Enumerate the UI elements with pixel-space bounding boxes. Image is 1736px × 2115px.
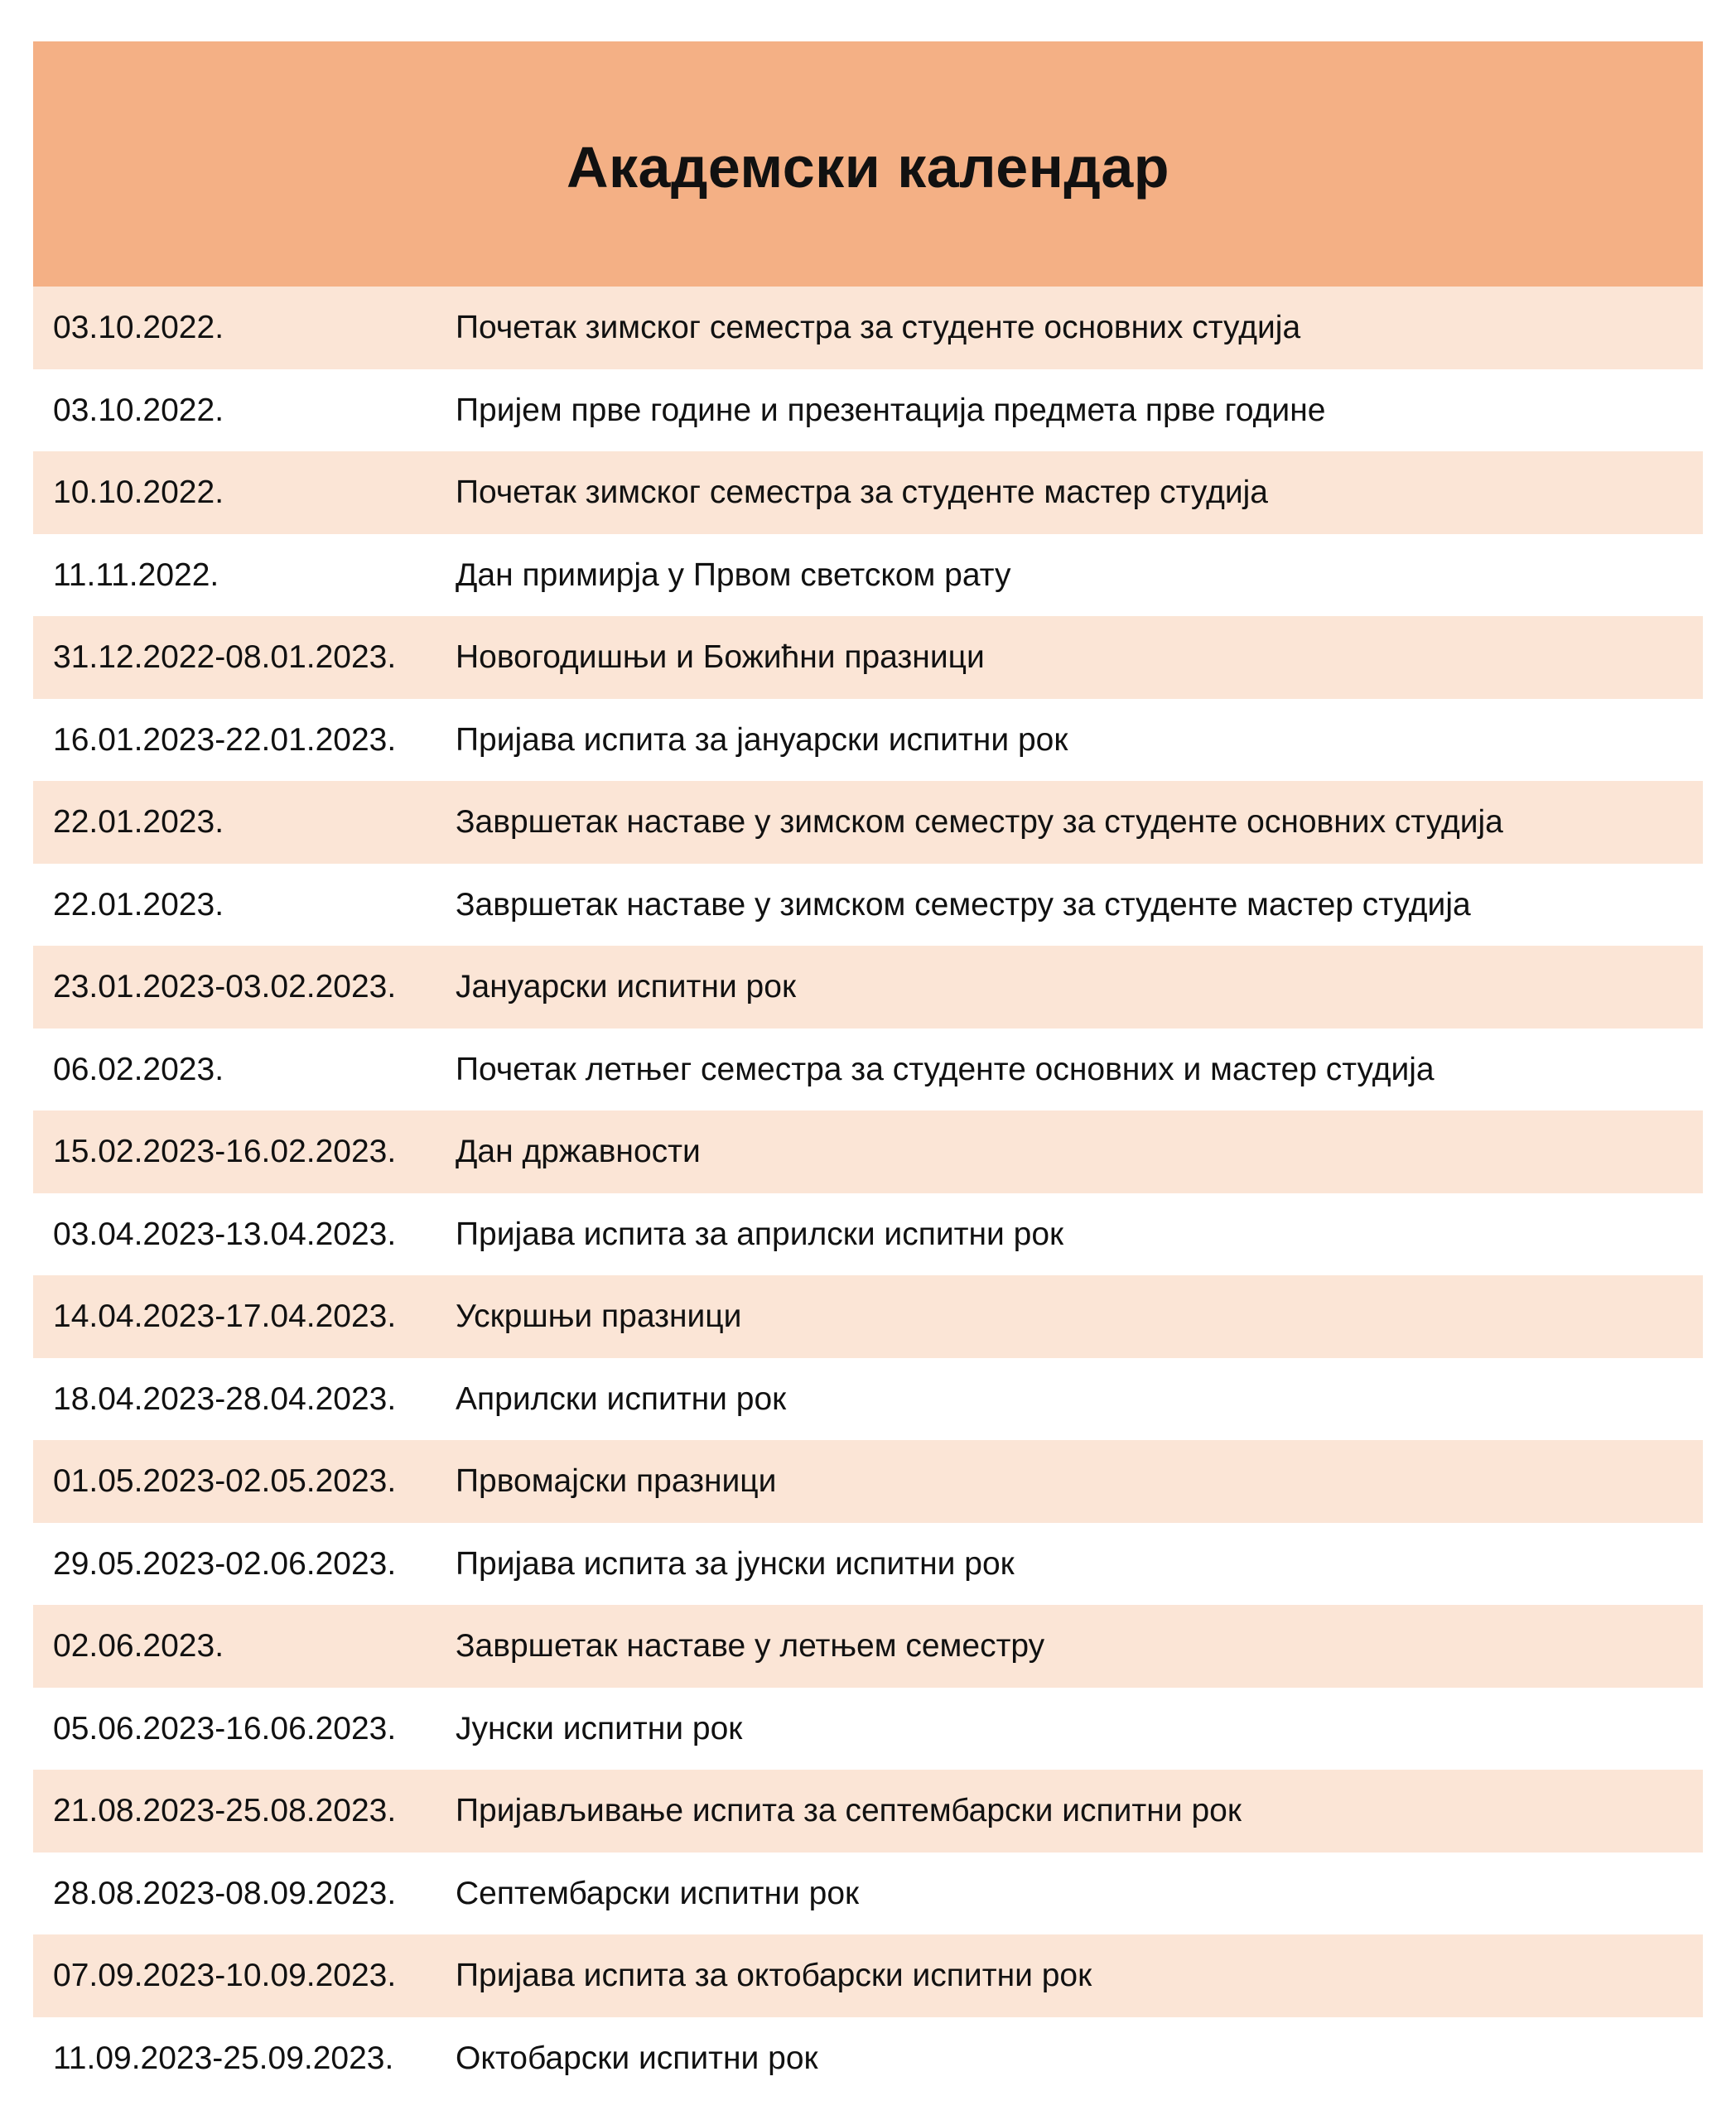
calendar-row-date: 10.10.2022. [53,475,224,511]
calendar-row-event: Завршетак наставе у зимском семестру за студенте мастер студија [456,886,1471,923]
calendar-row-date: 11.09.2023-25.09.2023. [53,2040,394,2076]
calendar-row-event: Априлски испитни рок [456,1380,787,1417]
calendar-row-event: Септембарски испитни рок [456,1875,860,1911]
calendar-row-date: 11.11.2022. [53,556,219,593]
calendar-row-event: Пријављивање испита за септембарски испитни рок [456,1793,1242,1829]
calendar-row [33,369,1703,452]
calendar-row [33,2017,1703,2100]
calendar-row-date: 16.01.2023-22.01.2023. [53,721,397,758]
calendar-row-event: Јунски испитни рок [456,1710,743,1746]
calendar-row-date: 03.04.2023-13.04.2023. [53,1216,397,1252]
calendar-row [33,1029,1703,1111]
calendar-row-event: Дан државности [456,1134,701,1170]
calendar-row [33,946,1703,1029]
calendar-row-date: 06.02.2023. [53,1051,224,1087]
calendar-row-event: Пријава испита за октобарски испитни рок [456,1958,1092,1994]
calendar-header [33,41,1703,287]
calendar-row-event: Завршетак наставе у летњем семестру [456,1628,1045,1665]
calendar-row-date: 03.10.2022. [53,310,224,346]
calendar-row-event: Пријава испита за јунски испитни рок [456,1545,1015,1582]
calendar-row-date: 03.10.2022. [53,392,224,428]
calendar-row-event: Почетак зимског семестра за студенте мастер студија [456,475,1268,511]
calendar-row [33,781,1703,864]
calendar-row [33,534,1703,617]
calendar-rows [33,287,1703,2099]
calendar-row-event: Пријава испита за априлски испитни рок [456,1216,1064,1252]
calendar-row-date: 22.01.2023. [53,886,224,923]
calendar-row [33,699,1703,782]
calendar-row [33,1852,1703,1935]
calendar-row-event: Ускршњи празници [456,1298,742,1335]
calendar-row [33,1193,1703,1276]
calendar-row [33,1358,1703,1441]
calendar-row [33,451,1703,534]
calendar-row-date: 21.08.2023-25.08.2023. [53,1793,397,1829]
calendar-row-date: 28.08.2023-08.09.2023. [53,1875,397,1911]
calendar-row-event: Почетак летњег семестра за студенте основних и мастер студија [456,1051,1435,1087]
calendar-row-event: Октобарски испитни рок [456,2040,818,2076]
calendar-row-event: Новогодишњи и Божићни празници [456,639,985,676]
calendar-title: Академски календар [566,135,1170,200]
calendar-row-date: 31.12.2022-08.01.2023. [53,639,397,676]
calendar-row [33,864,1703,947]
calendar-row-event: Завршетак наставе у зимском семестру за студенте основних студија [456,804,1503,841]
calendar-row [33,616,1703,699]
calendar-row [33,1523,1703,1606]
calendar-row-date: 05.06.2023-16.06.2023. [53,1710,397,1746]
calendar-row-date: 29.05.2023-02.06.2023. [53,1545,397,1582]
calendar-row-event: Јануарски испитни рок [456,969,797,1005]
calendar-row [33,1688,1703,1771]
calendar-row-event: Пријем прве године и презентација предмета прве године [456,392,1326,428]
calendar-row-date: 02.06.2023. [53,1628,224,1665]
calendar-row-date: 07.09.2023-10.09.2023. [53,1958,397,1994]
calendar-row [33,1440,1703,1523]
calendar-row [33,1110,1703,1193]
calendar-row-event: Пријава испита за јануарски испитни рок [456,721,1068,758]
calendar-row-date: 14.04.2023-17.04.2023. [53,1298,397,1335]
calendar-row-event: Дан примирја у Првом светском рату [456,556,1011,593]
calendar-row-date: 15.02.2023-16.02.2023. [53,1134,397,1170]
calendar-row [33,1275,1703,1358]
academic-calendar-table [33,41,1703,2099]
calendar-row-event: Првомајски празници [456,1463,777,1500]
calendar-row-date: 22.01.2023. [53,804,224,841]
calendar-row-date: 01.05.2023-02.05.2023. [53,1463,397,1500]
calendar-row [33,1605,1703,1688]
calendar-row-date: 18.04.2023-28.04.2023. [53,1380,397,1417]
calendar-row-event: Почетак зимског семестра за студенте основних студија [456,310,1301,346]
calendar-row [33,1934,1703,2017]
calendar-row-date: 23.01.2023-03.02.2023. [53,969,397,1005]
calendar-row [33,287,1703,369]
calendar-row [33,1770,1703,1852]
